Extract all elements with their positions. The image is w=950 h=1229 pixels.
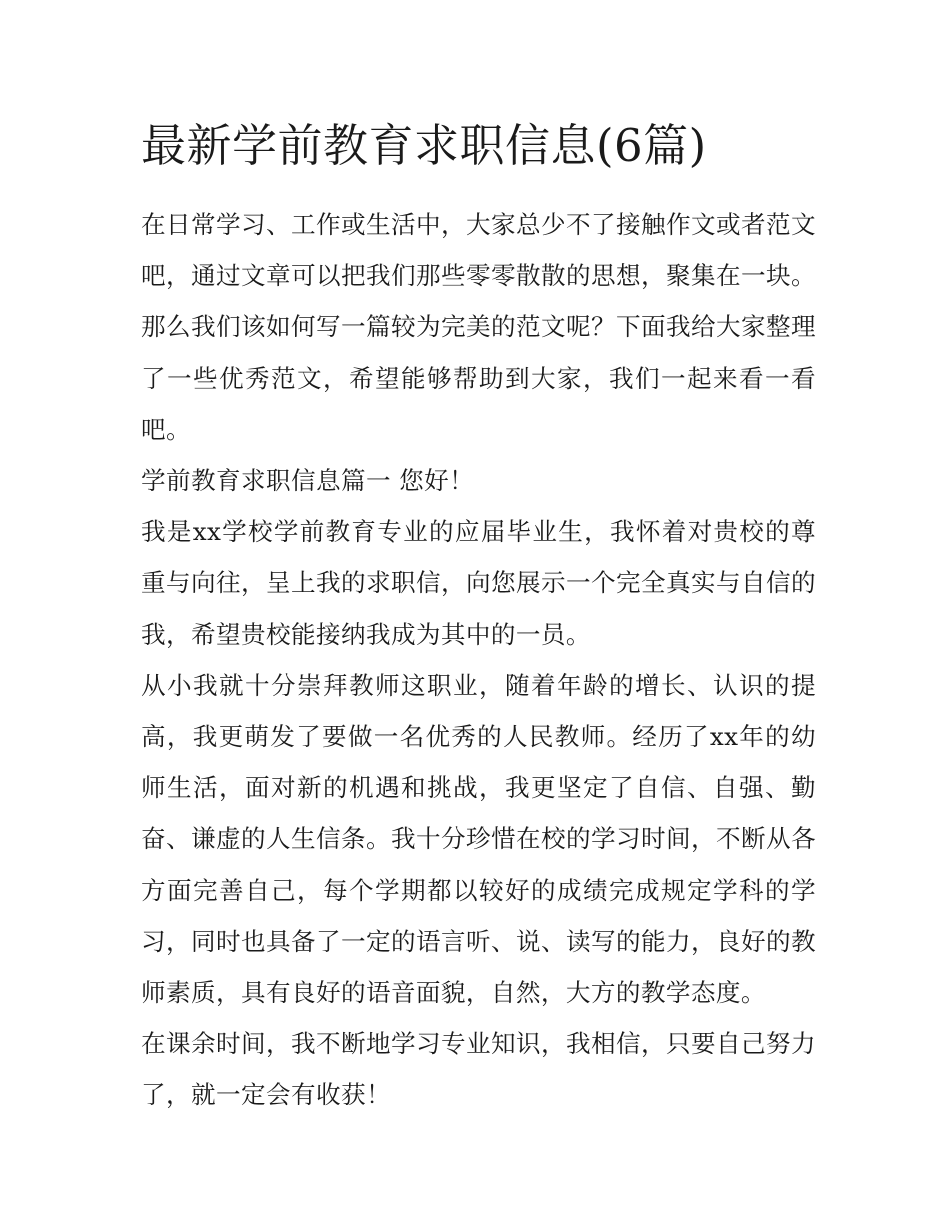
- intro-paragraph: 在日常学习、工作或生活中，大家总少不了接触作文或者范文吧，通过文章可以把我们那些零零散散的思想，聚集在一块。那么我们该如何写一篇较为完美的范文呢？下面我给大家整理了一些优秀范文，希望能够帮助到大家，我们一起来看一看吧。: [141, 210, 816, 444]
- section-heading-paragraph: 学前教育求职信息篇一 您好！: [141, 466, 475, 496]
- body-paragraph: 从小我就十分崇拜教师这职业，随着年龄的增长、认识的提高，我更萌发了要做一名优秀的人民教师。经历了xx年的幼师生活，面对新的机遇和挑战，我更坚定了自信、自强、勤奋、谦虚的人生信条。我十分珍惜在校的学习时间，不断从各方面完善自己，每个学期都以较好的成绩完成规定学科的学习，同时也具备了一定的语言听、说、读写的能力，良好的教师素质，具有良好的语音面貌，自然，大方的教学态度。: [141, 670, 816, 1008]
- body-paragraph: 在课余时间，我不断地学习专业知识，我相信，只要自己努力了，就一定会有收获！: [141, 1029, 816, 1110]
- document-title: 最新学前教育求职信息(6篇): [141, 119, 707, 172]
- body-paragraph: 我是xx学校学前教育专业的应届毕业生，我怀着对贵校的尊重与向往，呈上我的求职信，向您展示一个完全真实与自信的我，希望贵校能接纳我成为其中的一员。: [141, 517, 816, 649]
- document-body: [141, 112, 816, 1121]
